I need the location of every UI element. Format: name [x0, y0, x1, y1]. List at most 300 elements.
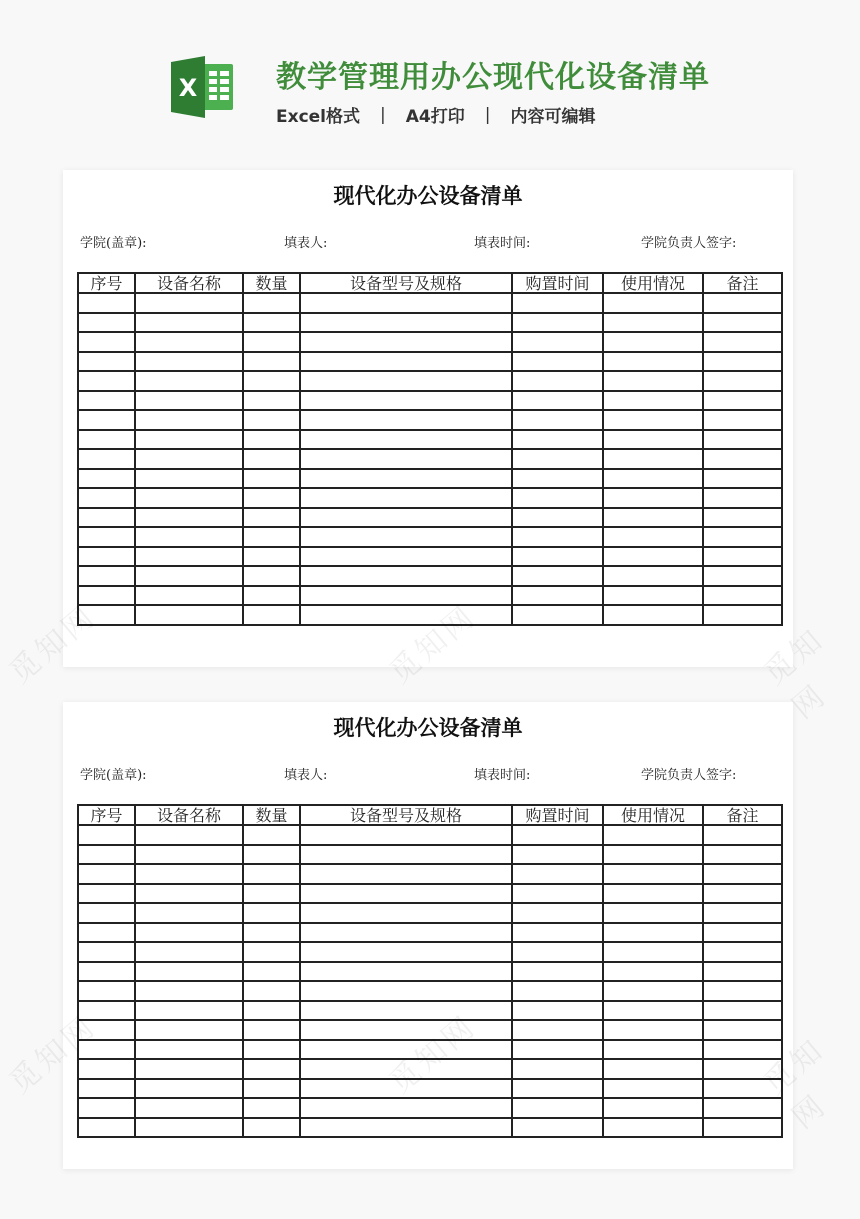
table-cell[interactable]	[300, 942, 512, 962]
table-cell[interactable]	[78, 864, 135, 884]
svg-text:X: X	[178, 74, 198, 102]
table-cell[interactable]	[300, 449, 512, 469]
watermark: 觅知网	[2, 1008, 104, 1101]
table-cell[interactable]	[300, 1040, 512, 1060]
table-cell[interactable]	[243, 352, 300, 372]
table-cell[interactable]	[703, 527, 782, 547]
table-cell[interactable]	[603, 845, 703, 865]
table-cell[interactable]	[703, 981, 782, 1001]
table-cell[interactable]	[300, 488, 512, 508]
table-cell[interactable]	[512, 586, 603, 606]
table-row	[78, 1098, 782, 1118]
table-cell[interactable]	[300, 293, 512, 313]
table-cell[interactable]	[243, 1059, 300, 1079]
table-cell[interactable]	[135, 981, 243, 1001]
table-cell[interactable]	[703, 903, 782, 923]
table-cell[interactable]	[300, 1079, 512, 1099]
table-cell[interactable]	[78, 981, 135, 1001]
table-cell[interactable]	[135, 391, 243, 411]
table-row	[78, 942, 782, 962]
table-cell[interactable]	[135, 864, 243, 884]
table-cell[interactable]	[243, 1001, 300, 1021]
table-cell[interactable]	[703, 586, 782, 606]
table-row	[78, 586, 782, 606]
table-cell[interactable]	[603, 605, 703, 625]
table-cell[interactable]	[243, 527, 300, 547]
table-cell[interactable]	[78, 371, 135, 391]
table-cell[interactable]	[135, 923, 243, 943]
table-cell[interactable]	[703, 864, 782, 884]
table-cell[interactable]	[243, 923, 300, 943]
college-seal-label: 学院(盖章):	[80, 236, 147, 251]
table-cell[interactable]	[135, 332, 243, 352]
table-cell[interactable]	[300, 313, 512, 333]
table-cell[interactable]	[135, 1079, 243, 1099]
table-cell[interactable]	[703, 825, 782, 845]
table-cell[interactable]	[135, 430, 243, 450]
excel-icon	[171, 56, 235, 118]
table-cell[interactable]	[603, 942, 703, 962]
table-cell[interactable]	[512, 430, 603, 450]
table-cell[interactable]	[300, 586, 512, 606]
table-cell[interactable]	[512, 605, 603, 625]
table-cell[interactable]	[603, 352, 703, 372]
table-cell[interactable]	[243, 586, 300, 606]
table-row	[78, 903, 782, 923]
college-seal-label: 学院(盖章):	[80, 768, 147, 783]
col-header-model-spec: 设备型号及规格	[300, 805, 512, 825]
table-cell[interactable]	[243, 449, 300, 469]
table-cell[interactable]	[703, 469, 782, 489]
table-cell[interactable]	[603, 566, 703, 586]
table-cell[interactable]	[703, 605, 782, 625]
col-header-name: 设备名称	[135, 273, 243, 293]
table-cell[interactable]	[135, 586, 243, 606]
table-cell[interactable]	[78, 962, 135, 982]
table-cell[interactable]	[135, 371, 243, 391]
table-cell[interactable]	[512, 527, 603, 547]
table-cell[interactable]	[603, 1118, 703, 1138]
table-cell[interactable]	[512, 391, 603, 411]
table-cell[interactable]	[512, 1020, 603, 1040]
watermark: 觅知网	[757, 621, 835, 726]
table-cell[interactable]	[78, 884, 135, 904]
table-cell[interactable]	[243, 825, 300, 845]
table-cell[interactable]	[78, 527, 135, 547]
table-cell[interactable]	[603, 371, 703, 391]
table-cell[interactable]	[78, 430, 135, 450]
table-cell[interactable]	[512, 825, 603, 845]
table-row	[78, 1001, 782, 1021]
table-cell[interactable]	[78, 1001, 135, 1021]
table-cell[interactable]	[300, 981, 512, 1001]
col-header-quantity: 数量	[243, 805, 300, 825]
table-cell[interactable]	[300, 845, 512, 865]
table-cell[interactable]	[512, 1059, 603, 1079]
tag-format: Excel格式	[276, 107, 361, 127]
table-cell[interactable]	[135, 352, 243, 372]
table-row	[78, 1059, 782, 1079]
table-cell[interactable]	[512, 352, 603, 372]
table-cell[interactable]	[78, 1098, 135, 1118]
table-cell[interactable]	[78, 547, 135, 567]
table-cell[interactable]	[512, 1040, 603, 1060]
table-cell[interactable]	[78, 332, 135, 352]
table-cell[interactable]	[703, 1098, 782, 1118]
table-cell[interactable]	[703, 391, 782, 411]
table-cell[interactable]	[603, 586, 703, 606]
table-cell[interactable]	[78, 1040, 135, 1060]
table-cell[interactable]	[243, 410, 300, 430]
table-cell[interactable]	[135, 845, 243, 865]
table-cell[interactable]	[603, 469, 703, 489]
table-cell[interactable]	[603, 332, 703, 352]
table-cell[interactable]	[78, 352, 135, 372]
col-header-purchase-date: 购置时间	[512, 273, 603, 293]
table-cell[interactable]	[603, 313, 703, 333]
table-cell[interactable]	[512, 1001, 603, 1021]
table-cell[interactable]	[512, 469, 603, 489]
table-cell[interactable]	[703, 430, 782, 450]
table-cell[interactable]	[243, 371, 300, 391]
sheet-title: 现代化办公设备清单	[333, 183, 523, 208]
table-row	[78, 391, 782, 411]
table-cell[interactable]	[512, 410, 603, 430]
table-cell[interactable]	[603, 1079, 703, 1099]
table-cell[interactable]	[512, 1118, 603, 1138]
table-cell[interactable]	[78, 1020, 135, 1040]
watermark: 觅知网	[757, 1031, 835, 1136]
table-cell[interactable]	[135, 508, 243, 528]
table-cell[interactable]	[135, 605, 243, 625]
table-cell[interactable]	[300, 391, 512, 411]
table-cell[interactable]	[703, 488, 782, 508]
table-cell[interactable]	[135, 903, 243, 923]
table-cell[interactable]	[243, 488, 300, 508]
table-cell[interactable]	[78, 1079, 135, 1099]
table-cell[interactable]	[135, 1040, 243, 1060]
table-row	[78, 313, 782, 333]
table-cell[interactable]	[703, 547, 782, 567]
table-cell[interactable]	[603, 430, 703, 450]
table-cell[interactable]	[603, 293, 703, 313]
table-row	[78, 1079, 782, 1099]
col-header-name: 设备名称	[135, 805, 243, 825]
table-cell[interactable]	[78, 508, 135, 528]
table-row	[78, 845, 782, 865]
table-row	[78, 825, 782, 845]
table-cell[interactable]	[300, 1059, 512, 1079]
table-cell[interactable]	[78, 586, 135, 606]
table-cell[interactable]	[135, 410, 243, 430]
table-row	[78, 864, 782, 884]
table-cell[interactable]	[300, 923, 512, 943]
table-cell[interactable]	[78, 942, 135, 962]
table-cell[interactable]	[603, 981, 703, 1001]
table-cell[interactable]	[243, 332, 300, 352]
table-cell[interactable]	[703, 1079, 782, 1099]
table-cell[interactable]	[300, 1001, 512, 1021]
table-cell[interactable]	[703, 352, 782, 372]
table-cell[interactable]	[243, 1079, 300, 1099]
table-row	[78, 527, 782, 547]
tag-editable: 内容可编辑	[510, 107, 596, 127]
table-cell[interactable]	[603, 391, 703, 411]
table-cell[interactable]	[512, 293, 603, 313]
table-cell[interactable]	[243, 508, 300, 528]
table-row	[78, 962, 782, 982]
sheet-preview-1	[63, 170, 793, 667]
table-cell[interactable]	[512, 962, 603, 982]
table-cell[interactable]	[603, 547, 703, 567]
table-cell[interactable]	[603, 1020, 703, 1040]
table-cell[interactable]	[135, 942, 243, 962]
separator: |	[380, 104, 386, 125]
table-cell[interactable]	[300, 430, 512, 450]
table-cell[interactable]	[703, 508, 782, 528]
table-cell[interactable]	[300, 1098, 512, 1118]
table-cell[interactable]	[300, 1020, 512, 1040]
table-cell[interactable]	[243, 1040, 300, 1060]
table-cell[interactable]	[703, 410, 782, 430]
watermark: 觅知网	[2, 598, 104, 691]
table-cell[interactable]	[243, 313, 300, 333]
table-cell[interactable]	[603, 864, 703, 884]
table-cell[interactable]	[135, 1098, 243, 1118]
table-cell[interactable]	[78, 825, 135, 845]
table-row	[78, 923, 782, 943]
table-cell[interactable]	[243, 293, 300, 313]
table-row	[78, 410, 782, 430]
col-header-model-spec: 设备型号及规格	[300, 273, 512, 293]
table-cell[interactable]	[512, 508, 603, 528]
table-header-row	[78, 273, 782, 293]
table-cell[interactable]	[703, 1118, 782, 1138]
table-cell[interactable]	[135, 1001, 243, 1021]
table-cell[interactable]	[603, 884, 703, 904]
fill-time-label: 填表时间:	[474, 236, 531, 251]
table-cell[interactable]	[135, 488, 243, 508]
table-cell[interactable]	[78, 605, 135, 625]
table-row	[78, 352, 782, 372]
table-cell[interactable]	[512, 923, 603, 943]
table-cell[interactable]	[300, 884, 512, 904]
table-cell[interactable]	[603, 923, 703, 943]
table-cell[interactable]	[78, 469, 135, 489]
table-cell[interactable]	[703, 332, 782, 352]
col-header-remarks: 备注	[703, 805, 782, 825]
table-cell[interactable]	[135, 449, 243, 469]
col-header-remarks: 备注	[703, 273, 782, 293]
table-cell[interactable]	[135, 962, 243, 982]
table-cell[interactable]	[135, 293, 243, 313]
table-cell[interactable]	[512, 845, 603, 865]
table-cell[interactable]	[603, 508, 703, 528]
table-row	[78, 1118, 782, 1138]
table-cell[interactable]	[603, 1040, 703, 1060]
table-cell[interactable]	[78, 449, 135, 469]
table-cell[interactable]	[512, 449, 603, 469]
table-cell[interactable]	[603, 488, 703, 508]
table-cell[interactable]	[300, 825, 512, 845]
table-cell[interactable]	[243, 864, 300, 884]
separator: |	[484, 104, 491, 125]
table-cell[interactable]	[78, 313, 135, 333]
table-cell[interactable]	[512, 547, 603, 567]
table-cell[interactable]	[703, 313, 782, 333]
table-cell[interactable]	[703, 962, 782, 982]
table-cell[interactable]	[300, 508, 512, 528]
table-cell[interactable]	[300, 1118, 512, 1138]
table-cell[interactable]	[300, 566, 512, 586]
table-cell[interactable]	[135, 566, 243, 586]
table-cell[interactable]	[703, 1059, 782, 1079]
table-cell[interactable]	[243, 1020, 300, 1040]
table-cell[interactable]	[703, 293, 782, 313]
col-header-index: 序号	[78, 805, 135, 825]
table-cell[interactable]	[300, 527, 512, 547]
table-cell[interactable]	[512, 566, 603, 586]
table-cell[interactable]	[703, 845, 782, 865]
table-row	[78, 1040, 782, 1060]
table-cell[interactable]	[512, 1079, 603, 1099]
table-cell[interactable]	[300, 547, 512, 567]
table-cell[interactable]	[243, 1118, 300, 1138]
table-cell[interactable]	[300, 469, 512, 489]
table-cell[interactable]	[300, 410, 512, 430]
table-cell[interactable]	[135, 547, 243, 567]
table-row	[78, 293, 782, 313]
table-cell[interactable]	[703, 884, 782, 904]
table-cell[interactable]	[300, 864, 512, 884]
table-cell[interactable]	[603, 903, 703, 923]
table-cell[interactable]	[243, 845, 300, 865]
table-cell[interactable]	[78, 391, 135, 411]
table-cell[interactable]	[243, 605, 300, 625]
table-cell[interactable]	[78, 923, 135, 943]
table-cell[interactable]	[603, 825, 703, 845]
table-cell[interactable]	[512, 332, 603, 352]
table-cell[interactable]	[603, 1001, 703, 1021]
table-cell[interactable]	[78, 566, 135, 586]
table-cell[interactable]	[512, 488, 603, 508]
equipment-table	[77, 804, 783, 1138]
table-cell[interactable]	[135, 1020, 243, 1040]
table-row	[78, 508, 782, 528]
table-cell[interactable]	[243, 981, 300, 1001]
table-cell[interactable]	[243, 903, 300, 923]
table-cell[interactable]	[512, 903, 603, 923]
table-cell[interactable]	[603, 1059, 703, 1079]
table-cell[interactable]	[703, 371, 782, 391]
table-row	[78, 332, 782, 352]
col-header-quantity: 数量	[243, 273, 300, 293]
table-cell[interactable]	[703, 1001, 782, 1021]
table-cell[interactable]	[512, 981, 603, 1001]
sheet-title: 现代化办公设备清单	[333, 715, 523, 740]
table-cell[interactable]	[300, 962, 512, 982]
table-cell[interactable]	[703, 1020, 782, 1040]
equipment-table	[77, 272, 783, 626]
table-cell[interactable]	[243, 884, 300, 904]
col-header-usage: 使用情况	[603, 273, 703, 293]
table-cell[interactable]	[703, 449, 782, 469]
table-cell[interactable]	[300, 903, 512, 923]
table-cell[interactable]	[243, 962, 300, 982]
table-cell[interactable]	[78, 293, 135, 313]
table-row	[78, 605, 782, 625]
table-cell[interactable]	[135, 469, 243, 489]
col-header-usage: 使用情况	[603, 805, 703, 825]
table-cell[interactable]	[512, 884, 603, 904]
table-row	[78, 449, 782, 469]
table-cell[interactable]	[300, 371, 512, 391]
table-cell[interactable]	[78, 845, 135, 865]
table-cell[interactable]	[135, 1118, 243, 1138]
table-cell[interactable]	[512, 1098, 603, 1118]
table-cell[interactable]	[243, 430, 300, 450]
feature-tags	[276, 102, 595, 127]
table-cell[interactable]	[603, 449, 703, 469]
page-title: 教学管理用办公现代化设备清单	[276, 60, 710, 95]
table-row	[78, 430, 782, 450]
table-cell[interactable]	[135, 825, 243, 845]
table-row	[78, 981, 782, 1001]
table-cell[interactable]	[135, 1059, 243, 1079]
table-row	[78, 547, 782, 567]
table-cell[interactable]	[243, 942, 300, 962]
page-header	[0, 0, 860, 150]
table-cell[interactable]	[603, 1098, 703, 1118]
table-cell[interactable]	[243, 391, 300, 411]
table-cell[interactable]	[703, 566, 782, 586]
table-cell[interactable]	[703, 942, 782, 962]
table-cell[interactable]	[512, 313, 603, 333]
table-cell[interactable]	[243, 469, 300, 489]
table-cell[interactable]	[300, 352, 512, 372]
table-cell[interactable]	[78, 410, 135, 430]
fill-time-label: 填表时间:	[474, 768, 531, 783]
filler-label: 填表人:	[284, 768, 328, 783]
table-cell[interactable]	[300, 332, 512, 352]
filler-label: 填表人:	[284, 236, 328, 251]
table-cell[interactable]	[512, 864, 603, 884]
table-row	[78, 566, 782, 586]
table-row	[78, 371, 782, 391]
table-cell[interactable]	[78, 488, 135, 508]
table-cell[interactable]	[703, 923, 782, 943]
table-cell[interactable]	[78, 903, 135, 923]
table-cell[interactable]	[78, 1059, 135, 1079]
table-cell[interactable]	[135, 527, 243, 547]
table-cell[interactable]	[243, 1098, 300, 1118]
dean-sign-label: 学院负责人签字:	[641, 236, 737, 251]
table-cell[interactable]	[512, 371, 603, 391]
table-cell[interactable]	[512, 942, 603, 962]
table-cell[interactable]	[300, 605, 512, 625]
table-cell[interactable]	[243, 547, 300, 567]
table-row	[78, 469, 782, 489]
table-cell[interactable]	[243, 566, 300, 586]
table-cell[interactable]	[135, 313, 243, 333]
table-cell[interactable]	[135, 884, 243, 904]
table-cell[interactable]	[78, 1118, 135, 1138]
table-cell[interactable]	[603, 527, 703, 547]
table-cell[interactable]	[703, 1040, 782, 1060]
table-cell[interactable]	[603, 962, 703, 982]
table-cell[interactable]	[603, 410, 703, 430]
table-row	[78, 1020, 782, 1040]
